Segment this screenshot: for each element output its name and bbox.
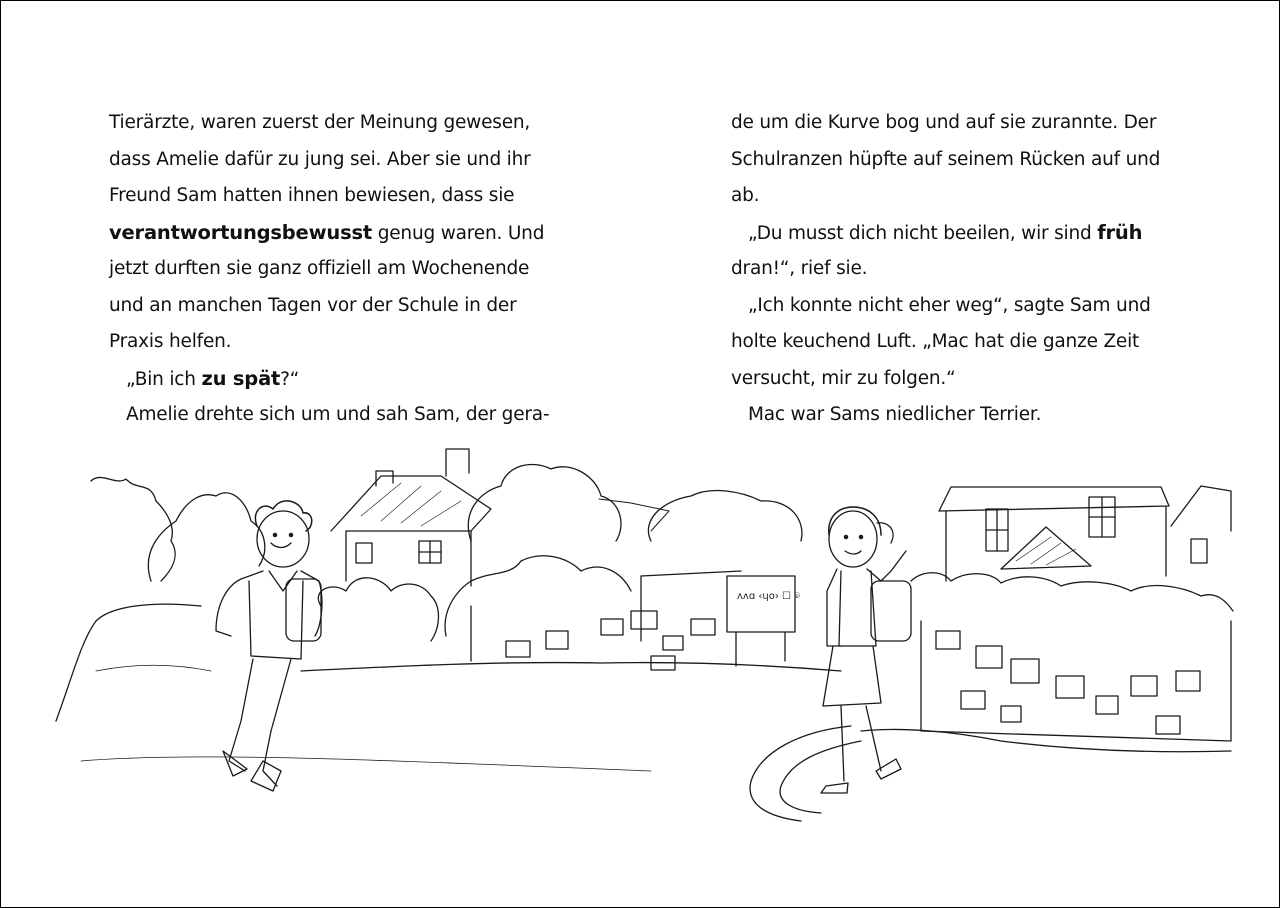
kerb: [750, 726, 851, 821]
boy-figure: [216, 501, 322, 791]
text-line: holte keuchend Luft. „Mac hat die ganze Zeit: [731, 331, 1140, 352]
text-fragment: ?“: [280, 368, 300, 390]
text-line: Tierärzte, waren zuerst der Meinung gewesen,: [109, 112, 531, 133]
text-line: [109, 361, 549, 398]
cottage-roof: [331, 476, 491, 531]
cottage-window: [356, 543, 372, 563]
wall-stone: [1001, 706, 1021, 722]
left-page-text: [109, 105, 549, 434]
sign-text: ᴧᴧɑ ‹ɥᴏ› ☐ ⌾: [737, 591, 801, 602]
wall-stone: [976, 646, 1002, 668]
text-fragment: „Bin ich: [126, 368, 202, 390]
road-edge: [96, 665, 211, 671]
window-pane: [986, 509, 1008, 551]
emphasis-word: zu spät: [201, 366, 281, 390]
porch-roof: [1001, 527, 1091, 569]
house-wall: [946, 506, 1166, 581]
stone-wall: [921, 621, 1231, 741]
tree-outline: [468, 464, 621, 541]
pavement-edge: [861, 729, 1231, 751]
wall-stone: [1056, 676, 1084, 698]
text-line: Mac war Sams niedlicher Terrier.: [748, 404, 1042, 425]
village-street-illustration-icon: [1, 431, 1279, 831]
text-fragment: „Du musst dich nicht beeilen, wir sind: [748, 222, 1098, 244]
hedge: [911, 573, 1233, 611]
wall-stone: [506, 641, 530, 657]
roof-texture: [361, 483, 461, 526]
hedge: [318, 578, 438, 641]
wall-stone: [1096, 696, 1118, 714]
wall-stone: [546, 631, 568, 649]
wall-stone: [663, 636, 683, 650]
text-line: dass Amelie dafür zu jung sei. Aber sie und ihr: [109, 148, 531, 170]
tree-outline: [648, 491, 802, 541]
road-edge: [81, 757, 651, 771]
wall-stone: [936, 631, 960, 649]
text-line: Freund Sam hatten ihnen bewiesen, dass sie: [109, 185, 515, 206]
girl-figure: [821, 507, 911, 793]
window-pane: [1089, 497, 1115, 537]
house-roof: [1171, 486, 1231, 531]
text-line: jetzt durften sie ganz offiziell am Wochenende: [109, 258, 530, 279]
text-fragment: genug waren. Und: [372, 222, 545, 244]
wall-stone: [961, 691, 985, 709]
text-line: Praxis helfen.: [109, 331, 232, 352]
sign-post: [736, 632, 785, 666]
text-line: Amelie drehte sich um und sah Sam, der gera-: [126, 404, 550, 425]
house-window: [1191, 539, 1207, 563]
text-line: und an manchen Tagen vor der Schule in der: [109, 294, 517, 316]
text-line: de um die Kurve bog und auf sie zurannte. Der: [731, 112, 1157, 133]
text-line: dran!“, rief sie.: [731, 258, 868, 279]
emphasis-word: verantwortungsbewusst: [109, 220, 373, 244]
road-edge: [301, 663, 841, 671]
tree-outline: [91, 477, 175, 581]
text-line: versucht, mir zu folgen.“: [731, 367, 956, 389]
school-backpack: [871, 581, 911, 641]
stone-wall: [471, 571, 741, 661]
school-backpack: [286, 579, 321, 641]
road-edge: [56, 604, 201, 721]
wall-stone: [691, 619, 715, 635]
wall-stone: [601, 619, 623, 635]
cottage-roof: [599, 499, 669, 531]
emphasis-word: früh: [1097, 220, 1143, 244]
wall-stone: [1176, 671, 1200, 691]
text-line: ab.: [731, 185, 760, 206]
wall-stone: [1011, 659, 1039, 683]
text-line: Schulranzen hüpfte auf seinem Rücken auf und: [731, 148, 1161, 170]
tree-outline: [148, 493, 265, 581]
wall-stone: [1156, 716, 1180, 734]
hedge: [445, 556, 631, 636]
window-pane: [419, 541, 441, 563]
kerb: [780, 741, 861, 813]
text-line: [109, 215, 549, 252]
right-page-text: [731, 105, 1171, 434]
village-sign: [727, 576, 795, 632]
house-roof: [939, 487, 1169, 511]
chimney: [446, 449, 469, 476]
text-line: „Ich konnte nicht eher weg“, sagte Sam und: [748, 294, 1151, 316]
roof-texture: [1016, 537, 1076, 565]
text-line: [731, 215, 1171, 252]
wall-stone: [631, 611, 657, 629]
wall-stone: [1131, 676, 1157, 696]
